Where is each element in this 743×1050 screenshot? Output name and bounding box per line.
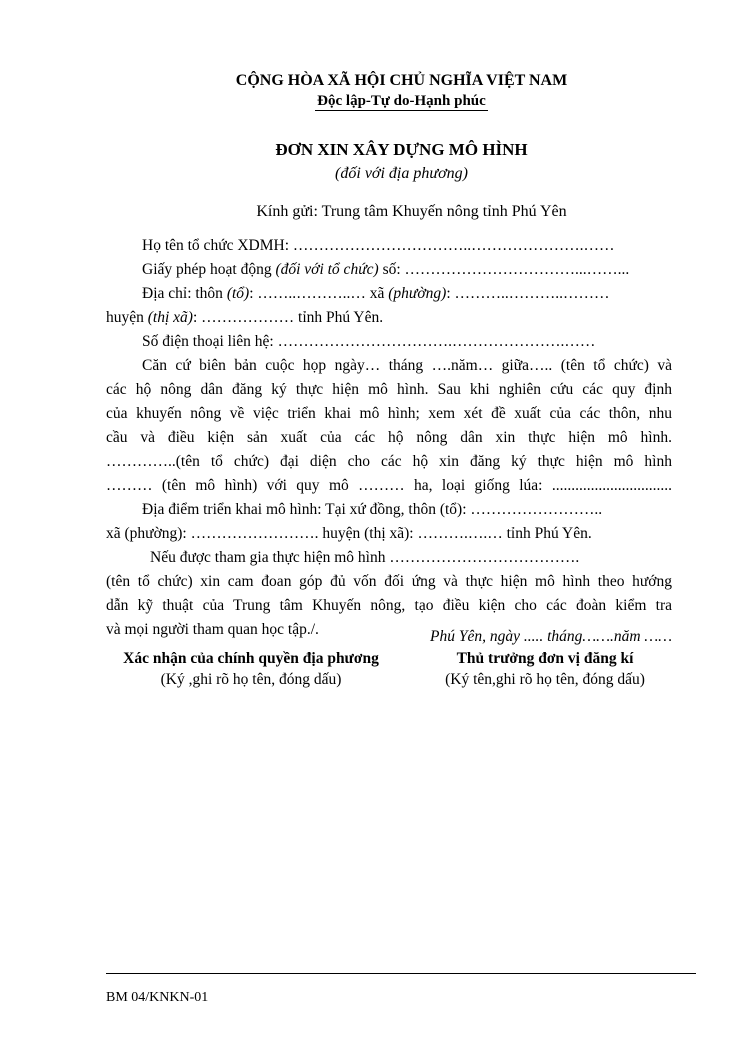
address-hamlet-note: (tổ) [226,285,250,302]
date-line: Phú Yên, ngày ..... tháng…….năm …… [430,628,672,645]
form-code: BM 04/KNKN-01 [106,990,209,1005]
footer-divider [106,973,696,974]
paragraph-line: ……… (tên mô hình) với quy mô ……… ha, loại giống lúa: ............................... [106,477,672,494]
address-ward-value: : ………..………..……… [446,285,610,302]
motto-text: Độc lập-Tự do-Hạnh phúc [317,93,486,109]
paragraph-line: Địa điểm triển khai mô hình: Tại xứ đồng, thôn (tổ): …………………….. [142,501,603,518]
district-label: huyện [106,309,148,326]
paragraph-line: Nếu được tham gia thực hiện mô hình ………………………………. [150,549,580,566]
license-value: số: ……………………………...……... [378,261,630,278]
paragraph-line: và mọi người tham quan học tập./. [106,621,319,638]
license-field [142,260,672,280]
document-title: ĐƠN XIN XÂY DỰNG MÔ HÌNH [275,140,528,159]
recipient-line: Kính gửi: Trung tâm Khuyến nông tỉnh Phú Yên [256,203,567,220]
paragraph-line: của khuyến nông về việc triển khai mô hình; xem xét đề xuất của các thôn, nhu [106,405,672,422]
address-label: Địa chỉ: thôn [142,285,227,302]
license-note: (đối với tổ chức) [275,261,379,278]
org-name-field: Họ tên tổ chức XDMH: ……………………………..………………….…… [142,237,615,254]
left-signature-title: Xác nhận của chính quyền địa phương [123,650,379,667]
country-header: CỘNG HÒA XÃ HỘI CHỦ NGHĨA VIỆT NAM [235,72,568,89]
phone-field: Số điện thoại liên hệ: …………………………….………………….…… [142,333,596,350]
paragraph-line: (tên tổ chức) xin cam đoan góp đủ vốn đối ứng và thực hiện mô hình theo hướng [106,573,672,590]
district-value: : ……………… tỉnh Phú Yên. [192,309,384,326]
address-commune-label: : ……..………..… xã [249,285,389,302]
paragraph-line: …………..(tên tổ chức) đại diện cho các hộ xin đăng ký thực hiện mô hình [106,453,672,470]
paragraph-line: cầu và điều kiện sản xuất của các hộ nông dân xin thực hiện mô hình. [106,429,672,446]
district-field [106,308,672,328]
motto [30,93,743,110]
district-note: (thị xã) [147,309,193,326]
left-signature-note: (Ký ,ghi rõ họ tên, đóng dấu) [160,671,342,688]
paragraph-line: xã (phường): ……………………. huyện (thị xã): ……….….… tỉnh Phú Yên. [106,525,592,542]
address-field [142,284,672,304]
paragraph-line: dẫn kỹ thuật của Trung tâm Khuyến nông, tạo điều kiện cho các đoàn kiểm tra [106,597,672,614]
right-signature-note: (Ký tên,ghi rõ họ tên, đóng dấu) [445,671,645,688]
license-label: Giấy phép hoạt động [142,261,276,278]
paragraph-line: Căn cứ biên bản cuộc họp ngày… tháng ….năm… giữa….. (tên tổ chức) và [142,357,672,374]
paragraph-line: các hộ nông dân đăng ký thực hiện mô hình. Sau khi nghiên cứu các quy định [106,381,672,398]
document-subtitle: (đối với địa phương) [335,165,468,182]
address-ward-note: (phường) [388,285,447,302]
right-signature-title: Thủ trưởng đơn vị đăng kí [456,650,634,667]
